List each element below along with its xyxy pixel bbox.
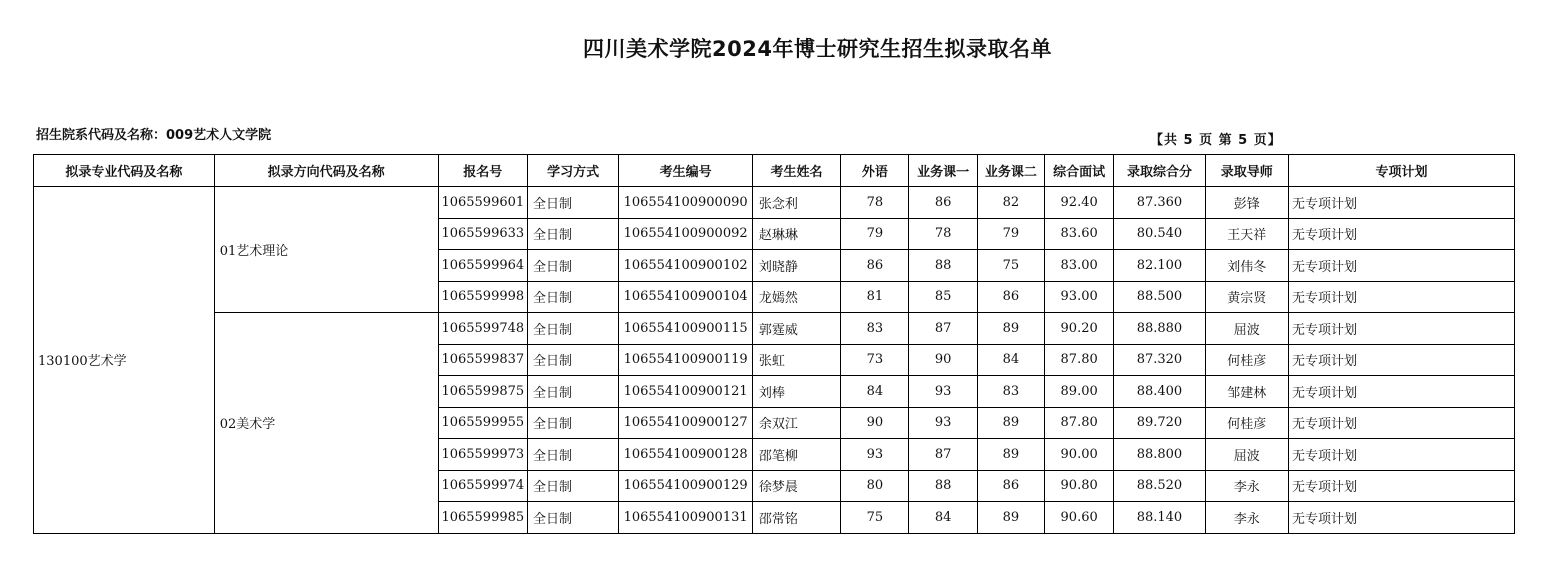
candidate-name-cell: 张虹 xyxy=(752,344,840,376)
exam-id-cell: 106554100900115 xyxy=(619,313,753,345)
registration-number-cell: 1065599973 xyxy=(438,439,527,471)
total-score-cell: 88.880 xyxy=(1114,313,1205,345)
exam-id-cell: 106554100900119 xyxy=(619,344,753,376)
exam-id-cell: 106554100900092 xyxy=(619,218,753,250)
total-score-cell: 82.100 xyxy=(1114,250,1205,282)
candidate-name-cell: 刘棒 xyxy=(752,376,840,408)
registration-number-cell: 1065599633 xyxy=(438,218,527,250)
course2-score-cell: 79 xyxy=(977,218,1044,250)
total-score-cell: 88.500 xyxy=(1114,281,1205,313)
direction-cell: 02美术学 xyxy=(214,313,438,534)
special-plan-cell: 无专项计划 xyxy=(1288,218,1514,250)
interview-score-cell: 83.00 xyxy=(1045,250,1114,282)
candidate-name-cell: 邵笔柳 xyxy=(752,439,840,471)
tutor-cell: 王天祥 xyxy=(1205,218,1288,250)
foreign-language-score-cell: 93 xyxy=(841,439,909,471)
total-score-cell: 88.140 xyxy=(1114,502,1205,534)
course2-score-cell: 89 xyxy=(977,502,1044,534)
candidate-name-cell: 刘晓静 xyxy=(752,250,840,282)
column-header: 业务课二 xyxy=(977,155,1044,187)
total-score-cell: 80.540 xyxy=(1114,218,1205,250)
special-plan-cell: 无专项计划 xyxy=(1288,407,1514,439)
table-body xyxy=(34,187,1515,534)
study-mode-cell: 全日制 xyxy=(527,439,618,471)
candidate-name-cell: 徐梦晨 xyxy=(752,470,840,502)
course1-score-cell: 78 xyxy=(909,218,977,250)
exam-id-cell: 106554100900127 xyxy=(619,407,753,439)
foreign-language-score-cell: 83 xyxy=(841,313,909,345)
column-header: 拟录方向代码及名称 xyxy=(214,155,438,187)
course1-score-cell: 93 xyxy=(909,407,977,439)
direction-cell: 01艺术理论 xyxy=(214,187,438,313)
column-header: 考生编号 xyxy=(619,155,753,187)
total-score-cell: 87.320 xyxy=(1114,344,1205,376)
interview-score-cell: 87.80 xyxy=(1045,407,1114,439)
study-mode-cell: 全日制 xyxy=(527,407,618,439)
course1-score-cell: 85 xyxy=(909,281,977,313)
course2-score-cell: 75 xyxy=(977,250,1044,282)
column-header: 拟录专业代码及名称 xyxy=(34,155,215,187)
page-title: 四川美术学院2024年博士研究生招生拟录取名单 xyxy=(583,37,1052,61)
interview-score-cell: 90.00 xyxy=(1045,439,1114,471)
exam-id-cell: 106554100900104 xyxy=(619,281,753,313)
registration-number-cell: 1065599955 xyxy=(438,407,527,439)
exam-id-cell: 106554100900090 xyxy=(619,187,753,219)
tutor-cell: 彭锋 xyxy=(1205,187,1288,219)
course1-score-cell: 90 xyxy=(909,344,977,376)
special-plan-cell: 无专项计划 xyxy=(1288,502,1514,534)
course1-score-cell: 84 xyxy=(909,502,977,534)
study-mode-cell: 全日制 xyxy=(527,187,618,219)
interview-score-cell: 90.20 xyxy=(1045,313,1114,345)
course2-score-cell: 89 xyxy=(977,439,1044,471)
department-label: 招生院系代码及名称：009艺术人文学院 xyxy=(36,128,272,143)
course1-score-cell: 87 xyxy=(909,313,977,345)
registration-number-cell: 1065599998 xyxy=(438,281,527,313)
study-mode-cell: 全日制 xyxy=(527,218,618,250)
course1-score-cell: 86 xyxy=(909,187,977,219)
exam-id-cell: 106554100900128 xyxy=(619,439,753,471)
tutor-cell: 李永 xyxy=(1205,502,1288,534)
interview-score-cell: 83.60 xyxy=(1045,218,1114,250)
interview-score-cell: 89.00 xyxy=(1045,376,1114,408)
column-header: 学习方式 xyxy=(527,155,618,187)
table-row xyxy=(34,313,1515,345)
tutor-cell: 邹建林 xyxy=(1205,376,1288,408)
study-mode-cell: 全日制 xyxy=(527,470,618,502)
tutor-cell: 屈波 xyxy=(1205,439,1288,471)
study-mode-cell: 全日制 xyxy=(527,502,618,534)
registration-number-cell: 1065599601 xyxy=(438,187,527,219)
special-plan-cell: 无专项计划 xyxy=(1288,250,1514,282)
foreign-language-score-cell: 78 xyxy=(841,187,909,219)
tutor-cell: 屈波 xyxy=(1205,313,1288,345)
tutor-cell: 何桂彦 xyxy=(1205,344,1288,376)
special-plan-cell: 无专项计划 xyxy=(1288,376,1514,408)
special-plan-cell: 无专项计划 xyxy=(1288,344,1514,376)
total-score-cell: 88.400 xyxy=(1114,376,1205,408)
course2-score-cell: 89 xyxy=(977,407,1044,439)
tutor-cell: 李永 xyxy=(1205,470,1288,502)
course1-score-cell: 88 xyxy=(909,470,977,502)
total-score-cell: 87.360 xyxy=(1114,187,1205,219)
course2-score-cell: 83 xyxy=(977,376,1044,408)
total-score-cell: 89.720 xyxy=(1114,407,1205,439)
course1-score-cell: 88 xyxy=(909,250,977,282)
exam-id-cell: 106554100900102 xyxy=(619,250,753,282)
exam-id-cell: 106554100900121 xyxy=(619,376,753,408)
major-cell: 130100艺术学 xyxy=(34,187,215,534)
registration-number-cell: 1065599974 xyxy=(438,470,527,502)
registration-number-cell: 1065599748 xyxy=(438,313,527,345)
study-mode-cell: 全日制 xyxy=(527,344,618,376)
course2-score-cell: 84 xyxy=(977,344,1044,376)
special-plan-cell: 无专项计划 xyxy=(1288,281,1514,313)
column-header: 外语 xyxy=(841,155,909,187)
course2-score-cell: 86 xyxy=(977,470,1044,502)
interview-score-cell: 93.00 xyxy=(1045,281,1114,313)
interview-score-cell: 90.60 xyxy=(1045,502,1114,534)
interview-score-cell: 90.80 xyxy=(1045,470,1114,502)
course2-score-cell: 82 xyxy=(977,187,1044,219)
table-row xyxy=(34,187,1515,219)
study-mode-cell: 全日制 xyxy=(527,376,618,408)
tutor-cell: 黄宗贤 xyxy=(1205,281,1288,313)
special-plan-cell: 无专项计划 xyxy=(1288,313,1514,345)
column-header: 录取综合分 xyxy=(1114,155,1205,187)
foreign-language-score-cell: 73 xyxy=(841,344,909,376)
registration-number-cell: 1065599985 xyxy=(438,502,527,534)
column-header: 录取导师 xyxy=(1205,155,1288,187)
page-indicator: 【共 5 页 第 5 页】 xyxy=(1150,133,1282,148)
foreign-language-score-cell: 80 xyxy=(841,470,909,502)
candidate-name-cell: 邵常铭 xyxy=(752,502,840,534)
tutor-cell: 何桂彦 xyxy=(1205,407,1288,439)
column-header: 考生姓名 xyxy=(752,155,840,187)
course1-score-cell: 87 xyxy=(909,439,977,471)
exam-id-cell: 106554100900131 xyxy=(619,502,753,534)
study-mode-cell: 全日制 xyxy=(527,281,618,313)
course1-score-cell: 93 xyxy=(909,376,977,408)
special-plan-cell: 无专项计划 xyxy=(1288,439,1514,471)
exam-id-cell: 106554100900129 xyxy=(619,470,753,502)
column-header: 综合面试 xyxy=(1045,155,1114,187)
foreign-language-score-cell: 81 xyxy=(841,281,909,313)
foreign-language-score-cell: 86 xyxy=(841,250,909,282)
foreign-language-score-cell: 84 xyxy=(841,376,909,408)
candidate-name-cell: 龙嫣然 xyxy=(752,281,840,313)
interview-score-cell: 92.40 xyxy=(1045,187,1114,219)
foreign-language-score-cell: 79 xyxy=(841,218,909,250)
registration-number-cell: 1065599875 xyxy=(438,376,527,408)
candidate-name-cell: 赵琳琳 xyxy=(752,218,840,250)
column-header: 报名号 xyxy=(438,155,527,187)
column-header: 业务课一 xyxy=(909,155,977,187)
header-row xyxy=(34,155,1515,187)
registration-number-cell: 1065599837 xyxy=(438,344,527,376)
foreign-language-score-cell: 90 xyxy=(841,407,909,439)
candidate-name-cell: 张念利 xyxy=(752,187,840,219)
study-mode-cell: 全日制 xyxy=(527,313,618,345)
course2-score-cell: 89 xyxy=(977,313,1044,345)
candidate-name-cell: 余双江 xyxy=(752,407,840,439)
special-plan-cell: 无专项计划 xyxy=(1288,187,1514,219)
study-mode-cell: 全日制 xyxy=(527,250,618,282)
foreign-language-score-cell: 75 xyxy=(841,502,909,534)
column-header: 专项计划 xyxy=(1288,155,1514,187)
registration-number-cell: 1065599964 xyxy=(438,250,527,282)
tutor-cell: 刘伟冬 xyxy=(1205,250,1288,282)
candidate-name-cell: 郭霆威 xyxy=(752,313,840,345)
special-plan-cell: 无专项计划 xyxy=(1288,470,1514,502)
total-score-cell: 88.800 xyxy=(1114,439,1205,471)
admission-table xyxy=(33,154,1515,534)
total-score-cell: 88.520 xyxy=(1114,470,1205,502)
course2-score-cell: 86 xyxy=(977,281,1044,313)
interview-score-cell: 87.80 xyxy=(1045,344,1114,376)
